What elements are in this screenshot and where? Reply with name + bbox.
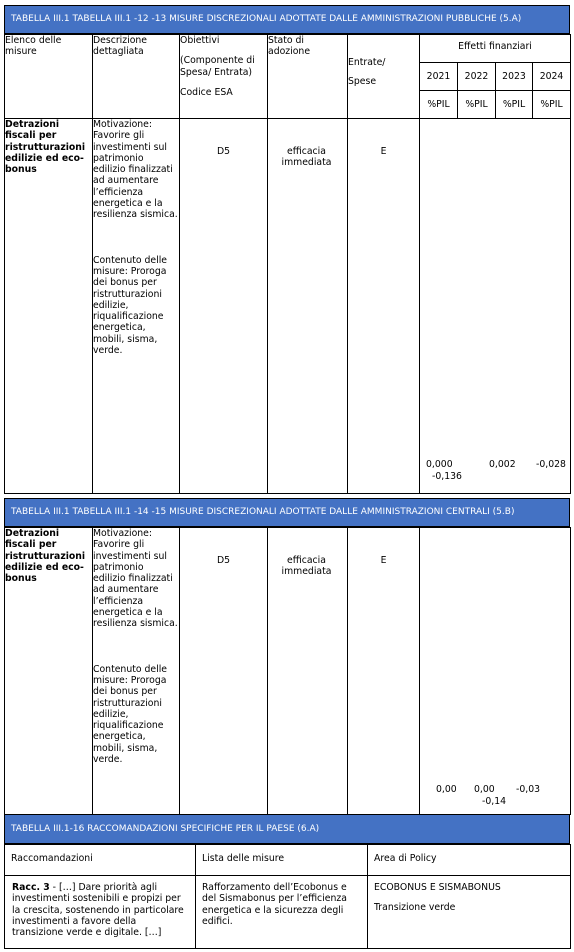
- header-unit: %PIL: [458, 91, 496, 119]
- section-b-table: [4, 527, 571, 815]
- header-obiettivi-label: Obiettivi: [180, 35, 220, 46]
- description-motivazione: Motivazione: Favorire gli investimenti sul patrimonio edilizio finalizzati ad aumentare l’efficienza energetica e la resilienza sismica.: [93, 528, 178, 630]
- measure-description: [93, 528, 180, 815]
- measure-stato: efficacia immediata: [268, 119, 348, 494]
- header-entrate-spese: [348, 35, 420, 119]
- description-contenuto: Contenuto delle misure: Proroga dei bonus per ristrutturazioni edilizie, riqualificazione energetica, mobili, sisma, verde.: [93, 254, 168, 357]
- measure-codice: D5: [180, 119, 268, 494]
- header-entrate-label: Entrate/: [348, 57, 386, 68]
- measure-list-text: Rafforzamento dell’Ecobonus e del Sismabonus per l’efficienza energetica e la sicurezza degli edifici.: [196, 876, 368, 949]
- header-spese-label: Spese: [348, 76, 377, 88]
- section-c-title-text: TABELLA III.1-16 RACCOMANDAZIONI SPECIFICHE PER IL PAESE (6.A): [11, 823, 320, 834]
- effect-value-2023: 0,002: [489, 459, 516, 470]
- section-a-title-text: TABELLA III.1 TABELLA III.1 -12 -13 MISURE DISCREZIONALI ADOTTATE DALLE AMMINISTRAZIONI PUBBLICHE (5.A): [11, 14, 522, 24]
- effect-value-2023: -0,14: [482, 796, 507, 807]
- effect-value-2024: -0,028: [536, 459, 566, 470]
- header-lista-misure: Lista delle misure: [196, 845, 368, 876]
- header-componente-label: (Componente di Spesa/ Entrata): [180, 55, 255, 78]
- header-stato: Stato di adozione: [268, 35, 348, 119]
- policy-area: [368, 876, 571, 949]
- measure-name: Detrazioni fiscali per ristrutturazioni edilizie ed eco-bonus: [5, 119, 93, 494]
- header-raccomandazioni: Raccomandazioni: [5, 845, 196, 876]
- header-year: 2023: [496, 63, 533, 91]
- header-unit: %PIL: [496, 91, 533, 119]
- section-c-table: [4, 844, 571, 949]
- header-year: 2022: [458, 63, 496, 91]
- header-unit: %PIL: [420, 91, 458, 119]
- section-b-title-text: TABELLA III.1 TABELLA III.1 -14 -15 MISURE DISCREZIONALI ADOTTATE DALLE AMMINISTRAZIONI CENTRALI (5.B): [11, 507, 515, 517]
- financial-effects-cell: [420, 528, 571, 815]
- header-descrizione: Descrizione dettagliata: [93, 35, 180, 119]
- effect-value-2022: 0,00: [474, 784, 495, 795]
- effect-value-2021: 0,000: [426, 459, 453, 470]
- effect-value-2024: -0,03: [516, 784, 541, 795]
- section-c-title: [4, 814, 570, 844]
- header-elenco: Elenco delle misure: [5, 35, 93, 119]
- recommendation-label: Racc. 3: [12, 882, 50, 893]
- header-unit: %PIL: [533, 91, 571, 119]
- measure-entrate: E: [348, 119, 420, 494]
- effect-value-2022: -0,136: [432, 471, 462, 482]
- policy-area-title: ECOBONUS E SISMABONUS: [374, 882, 501, 893]
- section-b-title: [4, 498, 570, 527]
- recommendation-text: [5, 876, 196, 949]
- header-obiettivi: [180, 35, 268, 119]
- measure-entrate: E: [348, 528, 420, 815]
- measure-codice: D5: [180, 528, 268, 815]
- financial-effects-cell: [420, 119, 571, 494]
- description-motivazione: Motivazione: Favorire gli investimenti sul patrimonio edilizio finalizzati ad aumentare l’efficienza energetica e la resilienza sismica.: [93, 119, 178, 221]
- recommendation-body: - […] Dare priorità agli investimenti sostenibili e propizi per la crescita, sostenendo in particolare investimenti a favore della transizione verde e digitale. […]: [12, 882, 184, 939]
- header-effetti: Effetti finanziari: [420, 35, 571, 63]
- header-year: 2024: [533, 63, 571, 91]
- policy-area-subtitle: Transizione verde: [374, 902, 456, 914]
- header-area-policy: Area di Policy: [368, 845, 571, 876]
- section-a-title: [4, 5, 570, 34]
- measure-stato: efficacia immediata: [268, 528, 348, 815]
- description-contenuto: Contenuto delle misure: Proroga dei bonus per ristrutturazioni edilizie, riqualificazione energetica, mobili, sisma, verde.: [93, 663, 168, 766]
- header-codice-label: Codice ESA: [180, 86, 233, 98]
- effect-value-2021: 0,00: [436, 784, 457, 795]
- measure-description: [93, 119, 180, 494]
- section-a-table: [4, 34, 571, 494]
- measure-name: Detrazioni fiscali per ristrutturazioni edilizie ed eco-bonus: [5, 528, 93, 815]
- header-year: 2021: [420, 63, 458, 91]
